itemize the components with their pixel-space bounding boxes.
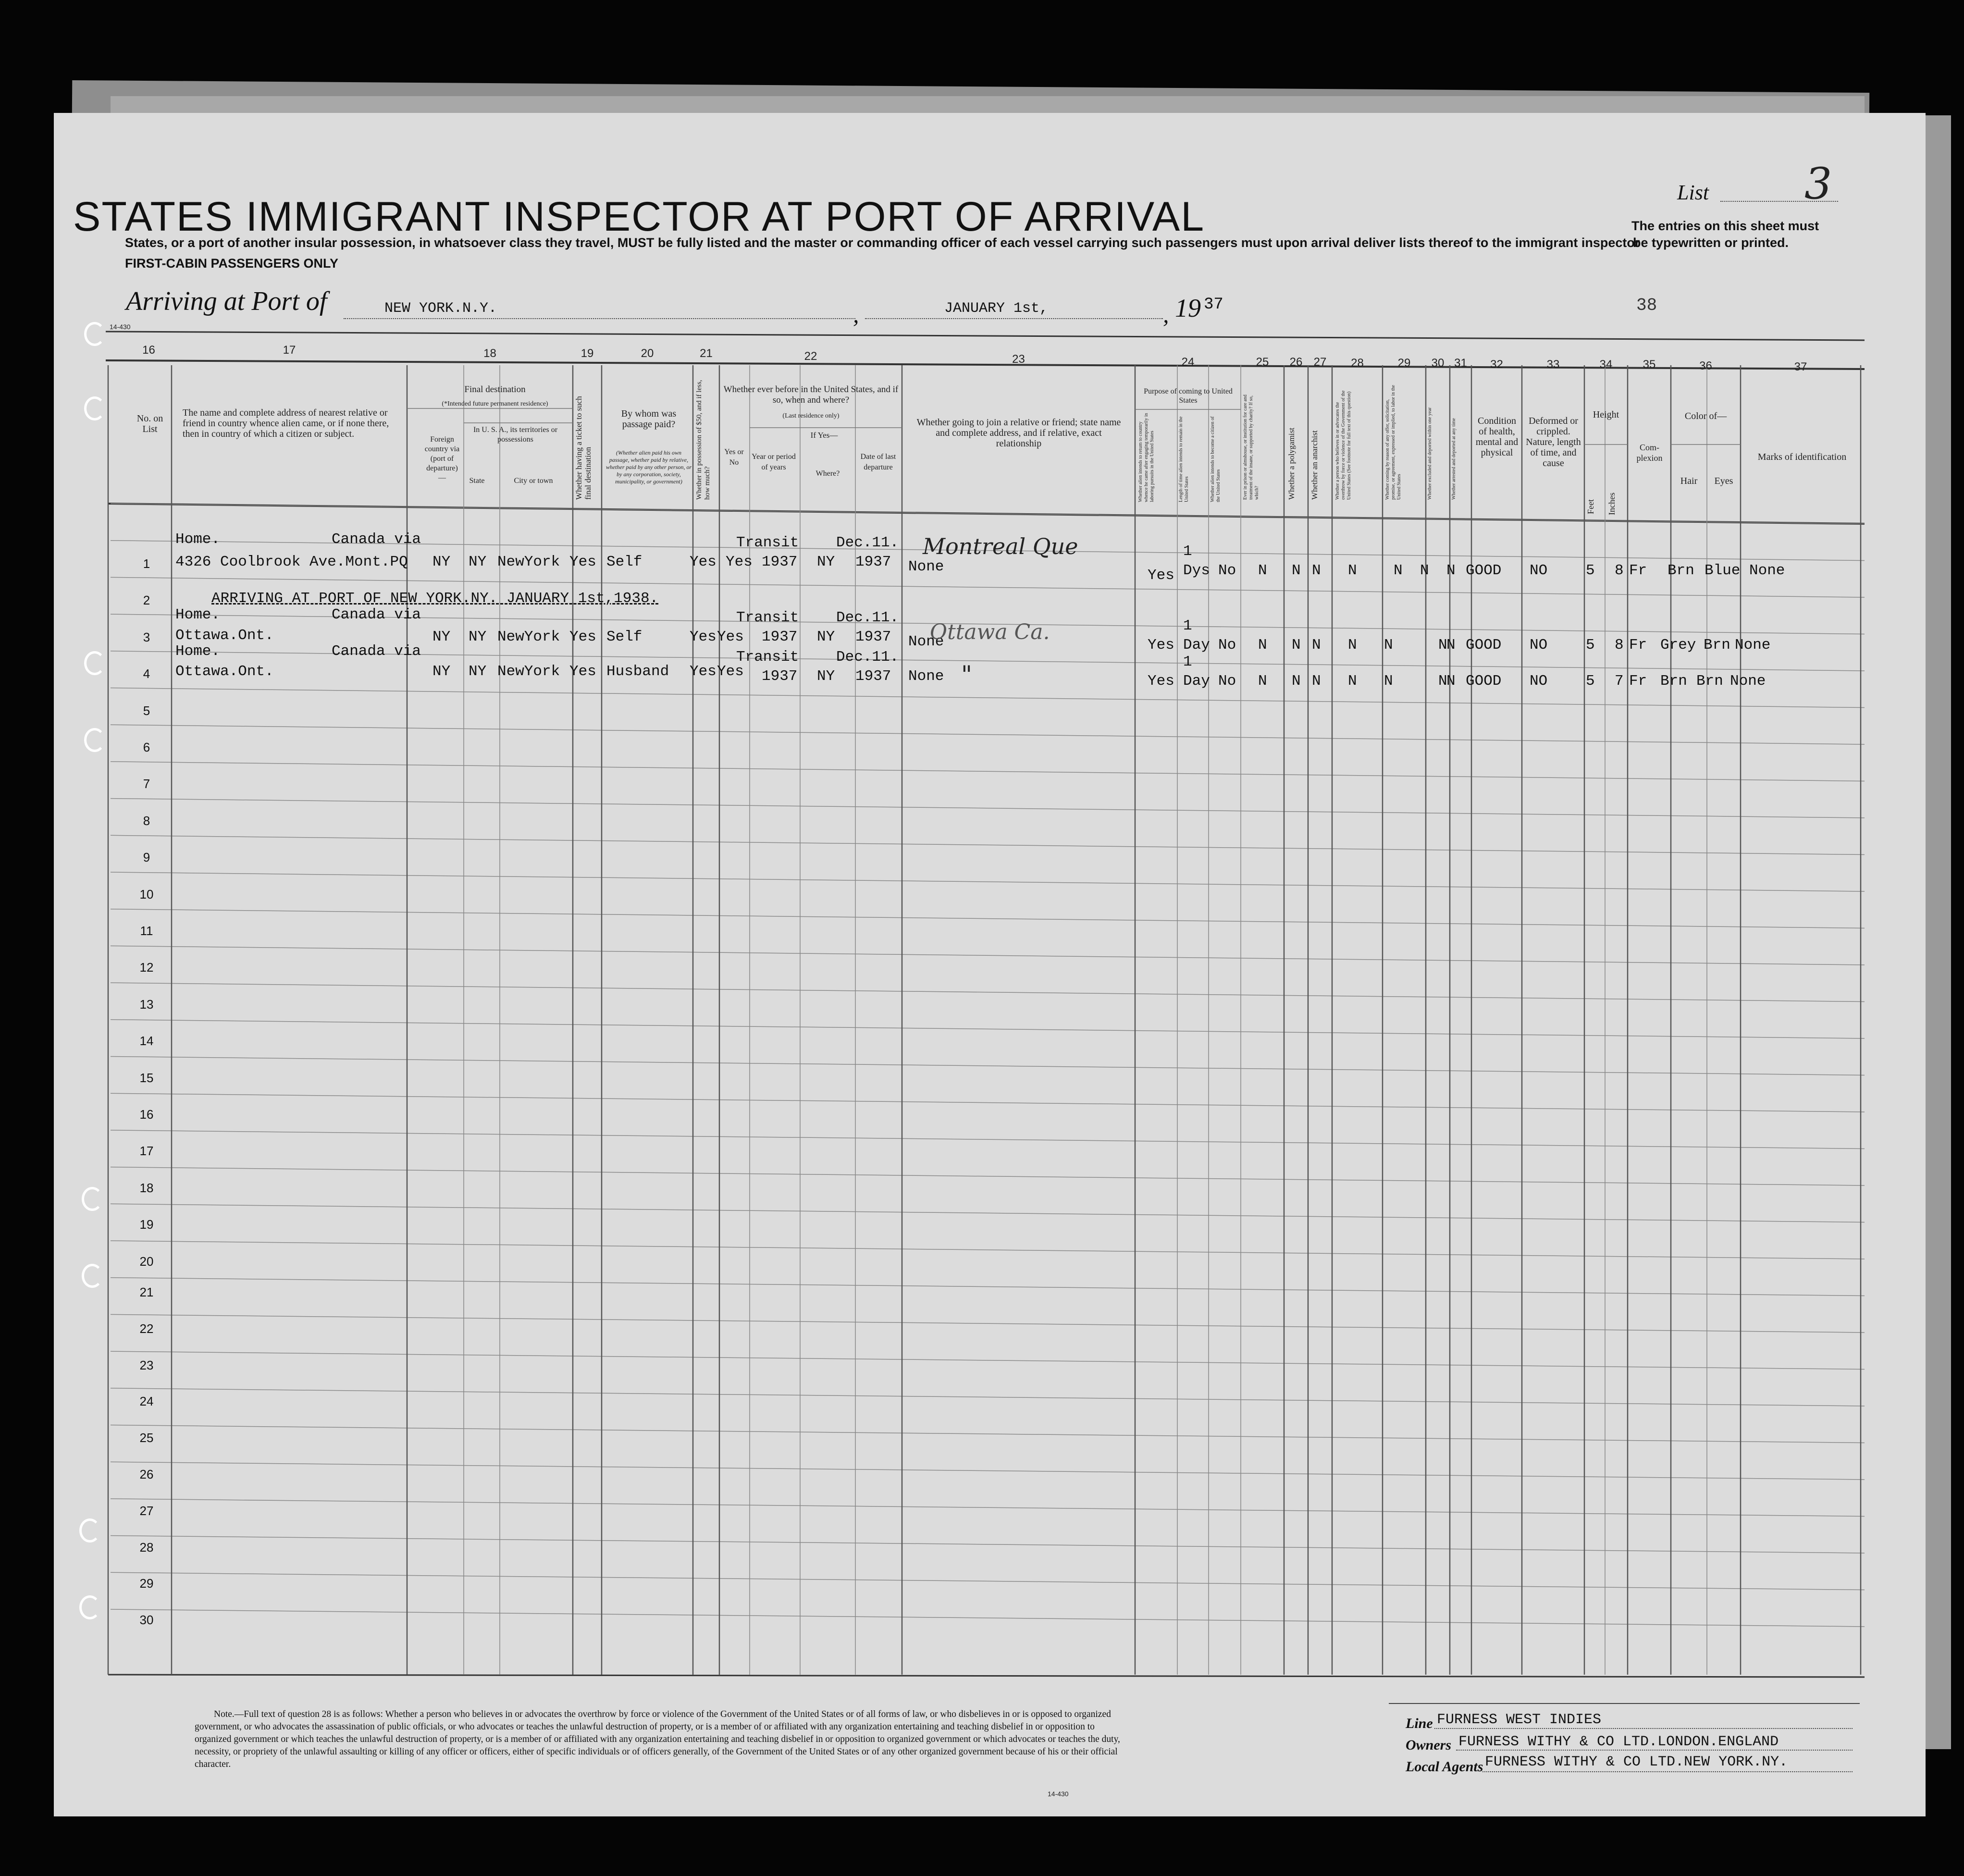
header-purpose-c: Whether alien intends to become a citizen of the United States [1210, 416, 1221, 502]
header-polygamist: Whether a polygamist [1287, 427, 1296, 500]
form-subtitle: States, or a port of another insular possession, in whatsoever class they travel, MUST be fully listed and the master or commanding officer of each vessel carrying such passengers must upon arrival deliver lists thereof to the immigrant inspector [125, 235, 1640, 250]
r1-length-unit: Dys [1183, 562, 1210, 579]
row-rule [111, 688, 1865, 708]
row-rule [111, 1241, 1865, 1259]
r4-departure-year: 1937 [855, 668, 891, 685]
col-num-28: 28 [1351, 357, 1364, 370]
row-rule [111, 1020, 1865, 1038]
row-number: 20 [139, 1254, 154, 1269]
r4-q30: N [1438, 673, 1447, 690]
r1-address: 4326 Coolbrook Ave.Mont.PQ [175, 554, 408, 570]
r3-deformed: NO [1530, 637, 1548, 654]
r1-health: GOOD [1466, 562, 1502, 579]
year-typed: 37 [1204, 296, 1223, 314]
r3-length-unit: Day [1183, 637, 1210, 654]
header-purpose: Purpose of coming to United States [1144, 387, 1233, 405]
r3-home: Home. [175, 606, 221, 623]
r1-feet: 5 [1586, 562, 1595, 579]
header-health: Condition of health, mental and physical [1475, 416, 1519, 458]
r1-city: NewYork [497, 554, 560, 570]
r1-state: NY [469, 554, 487, 570]
col-num-37: 37 [1794, 360, 1807, 373]
r4-ticket: Yes [569, 663, 596, 680]
r3-where: NY [817, 629, 835, 645]
port-value: NEW YORK.N.Y. [384, 300, 497, 317]
form-code-top: 14-430 [110, 323, 131, 331]
r1-join: None [908, 558, 944, 575]
row-number: 15 [139, 1070, 154, 1085]
col-num-22: 22 [804, 350, 817, 363]
col-num-32: 32 [1490, 358, 1503, 371]
r3-q26: N [1292, 637, 1301, 654]
r1-passage: Self [606, 554, 642, 570]
col-num-19: 19 [581, 347, 594, 360]
r3-q25: N [1258, 637, 1267, 654]
col-num-20: 20 [641, 347, 654, 360]
r3-length-num: 1 [1183, 617, 1192, 634]
header-yes-no: Yes or No [724, 448, 744, 467]
line-label: Line [1406, 1716, 1433, 1731]
col-num-36: 36 [1699, 359, 1712, 372]
r1-q26: N [1292, 562, 1301, 579]
header-q30: Whether excluded and deported within one year [1427, 407, 1433, 500]
row-rule [111, 725, 1865, 744]
header-passage-note: (Whether alien paid his own passage, whether paid by relative, whether paid by any other person, or by any corporation, society, municipality, or government) [605, 449, 692, 485]
r1-before: Yes [726, 554, 753, 570]
row-rule [111, 799, 1865, 818]
r3-year: 1937 [762, 629, 798, 645]
col-num-18: 18 [483, 347, 496, 360]
r1-ticket: Yes [569, 554, 596, 570]
header-purpose-b: Length of time alien intends to remain in the United States [1178, 416, 1189, 502]
r4-citizen: No [1218, 673, 1236, 690]
binding-ring [84, 322, 105, 346]
binding-ring [84, 651, 105, 675]
page-title: STATES IMMIGRANT INSPECTOR AT PORT OF ARRIVAL [73, 194, 1205, 240]
row-number: 11 [140, 924, 153, 938]
col-num-33: 33 [1546, 358, 1560, 371]
header-complexion: Com- plexion [1636, 443, 1663, 463]
r1-deformed: NO [1530, 562, 1548, 579]
binding-ring [84, 396, 105, 420]
r4-money: Yes [690, 663, 716, 680]
agents-value: FURNESS WITHY & CO LTD.NEW YORK.NY. [1485, 1754, 1788, 1770]
row-number: 3 [143, 629, 150, 644]
row-number: 1 [143, 556, 150, 571]
r4-q29: N [1384, 673, 1393, 690]
date-value: JANUARY 1st, [944, 300, 1049, 317]
row-number: 2 [143, 593, 150, 608]
r1-purpose-return: Yes [1148, 567, 1174, 584]
row-number: 14 [139, 1034, 154, 1049]
binding-ring [79, 1518, 100, 1543]
r3-q31: N [1446, 637, 1456, 654]
header-inches: Inches [1607, 493, 1617, 515]
row-rule [111, 1057, 1865, 1075]
r4-purpose-return: Yes [1148, 673, 1174, 690]
r3-complexion: Fr [1629, 637, 1647, 654]
date-underline [865, 318, 1163, 319]
r3-q28: N [1348, 637, 1357, 654]
footer-underline [1482, 1771, 1853, 1772]
row-rule [111, 946, 1865, 965]
header-prison: Ever in prison or almshouse, or institution for care and treatment of the insane, or supported by charity? If so, which? [1243, 395, 1260, 500]
row-number: 9 [143, 850, 150, 865]
r1-eyes: Blue [1705, 562, 1741, 579]
row-rule [111, 1314, 1865, 1333]
r3-departure-day: Dec.11. [836, 609, 899, 626]
r1-citizen: No [1218, 562, 1236, 579]
r4-via: Canada via [332, 643, 421, 660]
col-num-17: 17 [283, 344, 296, 357]
header-date-departure: Date of last departure [860, 453, 896, 471]
header-city: City or town [514, 477, 553, 485]
header-if-yes: If Yes— [810, 431, 838, 440]
header-final-destination-note: (*Intended future permanent residence) [442, 400, 548, 407]
r1-marks: None [1749, 562, 1785, 579]
r3-money: Yes [690, 629, 716, 645]
r4-marks: None [1730, 673, 1766, 690]
r4-feet: 5 [1586, 673, 1595, 690]
r4-departure-day: Dec.11. [836, 649, 899, 666]
r1-foreign-country: NY [432, 554, 451, 570]
r1-q27: N [1312, 562, 1321, 579]
r1-year: 1937 [762, 554, 798, 570]
r3-q27: N [1312, 637, 1321, 654]
row-number: 18 [139, 1180, 154, 1195]
row-number: 6 [143, 740, 150, 754]
r4-health: GOOD [1466, 673, 1502, 690]
row-rule [111, 909, 1865, 928]
row-number: 5 [143, 703, 150, 718]
r4-join: None [908, 668, 944, 685]
r3-q30: N [1438, 637, 1447, 654]
header-foreign-country: Foreign country via (port of departure)— [424, 435, 460, 482]
row-rule [111, 1130, 1865, 1149]
row-rule [111, 872, 1865, 891]
r1-q25: N [1258, 562, 1267, 579]
r1-q30: N [1420, 562, 1429, 579]
header-before: Whether ever before in the United States, and if so, when and where? [723, 384, 899, 405]
r1-departure-year: 1937 [855, 554, 891, 570]
body-bottom-rule [108, 1675, 1865, 1677]
row-rule [111, 1536, 1865, 1553]
row-number: 10 [139, 887, 154, 901]
r1-hair: Brn [1668, 562, 1694, 579]
port-underline [344, 318, 855, 319]
col-num-31: 31 [1454, 357, 1467, 370]
r4-foreign-country: NY [432, 663, 451, 680]
r3-before: Yes [717, 629, 744, 645]
r4-handwritten-ditto: " [961, 661, 972, 689]
row-rule [111, 1462, 1865, 1480]
header-state: State [469, 477, 485, 485]
header-q31: Whether arrested and deported at any time [1451, 418, 1457, 500]
binding-ring [79, 1595, 100, 1619]
row-number: 30 [139, 1613, 154, 1628]
footer-underline [1434, 1728, 1853, 1729]
header-money: Whether in possession of $50, and if less, how much? [695, 380, 711, 500]
r3-ticket: Yes [569, 629, 596, 645]
line-value: FURNESS WEST INDIES [1437, 1712, 1602, 1728]
row-number: 19 [139, 1217, 154, 1232]
r3-feet: 5 [1586, 637, 1595, 654]
header-q29: Whether coming by reason of any offer, solicitation, promise, or agreement, expressed or implied, to labor in the United States [1385, 385, 1402, 500]
header-join: Whether going to join a relative or friend; state name and complete address, and if relative, exact relationship [916, 417, 1121, 449]
header-passage: By whom was passage paid? [621, 408, 677, 430]
comma: , [853, 301, 859, 328]
row-number: 27 [139, 1503, 154, 1518]
r1-home: Home. [175, 531, 221, 548]
r4-q27: N [1312, 673, 1321, 690]
row-number: 29 [139, 1576, 154, 1591]
row-rule [111, 1351, 1865, 1369]
header-final-destination: Final destination [464, 384, 526, 395]
r4-length-num: 1 [1183, 654, 1192, 670]
r1-money: Yes [690, 554, 716, 570]
r3-q29: N [1384, 637, 1393, 654]
owners-label: Owners [1406, 1737, 1452, 1753]
header-purpose-a: Whether alien intends to return to country whence he came after engaging temporarily in laboring pursuits in the United States [1138, 413, 1155, 502]
header-color-of: Color of— [1684, 411, 1727, 421]
r4-before: Yes [717, 663, 744, 680]
row-rule [111, 1093, 1865, 1112]
r3-city: NewYork [497, 629, 560, 645]
row-rule [111, 983, 1865, 1001]
r1-handwritten: Montreal Que [923, 533, 1078, 559]
row-rule [111, 1499, 1865, 1517]
header-no-on-list: No. on List [136, 413, 163, 434]
footer-underline [1456, 1750, 1853, 1751]
r3-handwritten: Ottawa Ca. [930, 620, 1050, 644]
row-rule [111, 762, 1865, 781]
r3-join: None [908, 633, 944, 650]
r4-passage: Husband [606, 663, 669, 680]
r3-hair: Grey [1660, 637, 1696, 654]
list-number: 3 [1804, 159, 1832, 209]
row-number: 23 [139, 1358, 154, 1372]
r1-q28: N [1348, 562, 1357, 579]
page-number: 38 [1636, 296, 1657, 315]
r4-city: NewYork [497, 663, 560, 680]
r4-q26: N [1292, 673, 1301, 690]
r3-purpose-return: Yes [1148, 637, 1174, 654]
header-where: Where? [815, 469, 840, 478]
r1-length-num: 1 [1183, 543, 1192, 560]
r4-where: NY [817, 668, 835, 685]
row-rule [111, 835, 1865, 854]
r1-q31: N [1446, 562, 1456, 579]
r4-q31: N [1446, 673, 1456, 690]
r3-eyes: Brn [1704, 637, 1730, 654]
form-code-bottom: 14-430 [1048, 1790, 1069, 1798]
r1-q29: N [1394, 562, 1403, 579]
binding-ring [82, 1264, 103, 1288]
row-number: 7 [143, 777, 150, 791]
r4-inches: 7 [1615, 673, 1624, 690]
r4-hair: Brn [1660, 673, 1687, 690]
header-height: Height [1593, 409, 1619, 420]
col-num-27: 27 [1313, 356, 1327, 369]
col-num-29: 29 [1397, 357, 1411, 370]
r4-eyes: Brn [1696, 673, 1723, 690]
agents-label: Local Agents [1406, 1759, 1483, 1775]
row-rule [111, 1572, 1865, 1590]
r1-inches: 8 [1615, 562, 1624, 579]
r3-citizen: No [1218, 637, 1236, 654]
r4-q25: N [1258, 673, 1267, 690]
header-hair: Hair [1680, 476, 1698, 486]
col-num-26: 26 [1289, 356, 1303, 369]
list-label: List [1677, 181, 1709, 204]
class-line: FIRST-CABIN PASSENGERS ONLY [125, 256, 339, 271]
r3-state: NY [469, 629, 487, 645]
r4-complexion: Fr [1629, 673, 1647, 690]
r4-address: Ottawa.Ont. [175, 663, 274, 680]
r1-via: Canada via [332, 531, 421, 548]
r4-transit: Transit [736, 649, 799, 666]
header-before-note: (Last residence only) [782, 412, 840, 420]
entries-note-1: The entries on this sheet must [1631, 219, 1819, 233]
row-number: 25 [139, 1431, 154, 1445]
r2-arrival-note: ARRIVING AT PORT OF NEW YORK.NY. JANUARY 1st,1938. [211, 590, 659, 607]
comma: , [1163, 301, 1169, 328]
r4-q28: N [1348, 673, 1357, 690]
row-number: 26 [139, 1467, 154, 1481]
r4-state: NY [469, 663, 487, 680]
binding-ring [84, 728, 105, 752]
header-anarchist: Whether an anarchist [1310, 430, 1319, 500]
row-number: 22 [139, 1321, 154, 1336]
row-rule [111, 1204, 1865, 1222]
r3-address: Ottawa.Ont. [175, 627, 274, 644]
r3-marks: None [1735, 637, 1771, 654]
arriving-label: Arriving at Port of [126, 286, 327, 316]
header-in-usa: In U. S. A., its territories or possessions [473, 426, 558, 444]
year-label: 19 [1175, 294, 1201, 322]
r1-transit: Transit [736, 534, 799, 551]
r3-inches: 8 [1615, 637, 1624, 654]
header-q28: Whether a person who believes in or advocates the overthrow by force or violence of the Government of the United States (See footnote for full text of this question) [1335, 390, 1352, 500]
binding-ring [82, 1187, 103, 1211]
row-rule [111, 1425, 1865, 1443]
col-num-34: 34 [1599, 358, 1613, 371]
header-ticket: Whether having a ticket to such final destination [574, 396, 593, 500]
r3-foreign-country: NY [432, 629, 451, 645]
col-num-30: 30 [1431, 357, 1445, 370]
r3-departure-year: 1937 [855, 629, 891, 645]
r1-departure-day: Dec.11. [836, 534, 899, 551]
row-number: 12 [139, 960, 154, 975]
entries-note-2: be typewritten or printed. [1633, 235, 1789, 250]
header-deformed: Deformed or crippled. Nature, length of time, and cause [1526, 416, 1581, 469]
row-number: 24 [139, 1394, 154, 1409]
r3-health: GOOD [1466, 637, 1502, 654]
col-num-21: 21 [700, 347, 713, 360]
row-rule [111, 1167, 1865, 1185]
header-year-period: Year or period of years [752, 453, 796, 471]
col-num-24: 24 [1181, 356, 1195, 369]
header-top-rule [106, 332, 1865, 340]
r4-year: 1937 [762, 668, 798, 685]
r1-where: NY [817, 554, 835, 570]
footnote-question-28: Note.—Full text of question 28 is as follows: Whether a person who believes in or advocates the overthrow by force or violence of the Government of the United States or of all forms of law, or who disbelieves in or is opposed to organized government, or who advocates the assassination of public officials, or who advocates or teaches the unlawful destruction of property, or is a member of or affiliated with any organization entertaining and teaching disbelief in or opposition to organized government or which teaches the unlawful destruction of property, or is a member of or affiliated with any organization entertaining and teaching disbelief in or opposition to organized government or which advocates or teaches the duty, necessity, or propriety of the unlawful assaulting or killing of any officer or officers, either of specific individuals or of officers generally, of the Government of the United States or of any other organized government because of his or their official character. [195, 1709, 1120, 1769]
r1-complexion: Fr [1629, 562, 1647, 579]
col-num-25: 25 [1256, 356, 1269, 369]
row-rule [111, 1388, 1865, 1406]
header-relative: The name and complete address of nearest relative or friend in country whence alien came, or if none there, then in country of which a citizen or subject. [183, 407, 389, 439]
row-number: 8 [143, 813, 150, 828]
r4-deformed: NO [1530, 673, 1548, 690]
row-number: 16 [139, 1107, 154, 1122]
r3-via: Canada via [332, 606, 421, 623]
col-num-35: 35 [1643, 358, 1656, 371]
col-num-16: 16 [142, 344, 155, 357]
row-number: 28 [139, 1540, 154, 1555]
owners-value: FURNESS WITHY & CO LTD.LONDON.ENGLAND [1458, 1734, 1779, 1750]
header-marks: Marks of identification [1757, 452, 1847, 462]
row-rule [111, 1278, 1865, 1296]
r4-home: Home. [175, 643, 221, 660]
col-num-23: 23 [1012, 353, 1025, 366]
r4-length-unit: Day [1183, 673, 1210, 690]
header-eyes: Eyes [1714, 476, 1733, 486]
r3-transit: Transit [736, 609, 799, 626]
row-number: 13 [139, 997, 154, 1012]
row-number: 21 [139, 1285, 154, 1299]
header-feet: Feet [1586, 499, 1595, 514]
r3-passage: Self [606, 629, 642, 645]
row-rule [111, 1609, 1865, 1627]
row-number: 17 [139, 1144, 154, 1159]
row-number: 4 [143, 666, 150, 681]
